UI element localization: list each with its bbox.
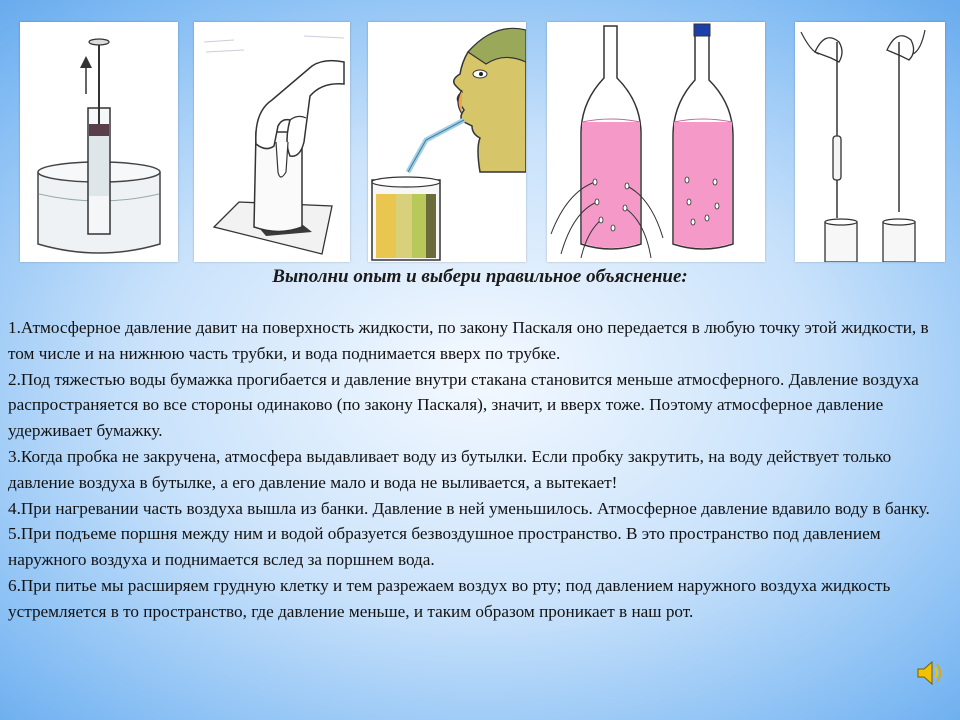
- piston-experiment-image: [20, 22, 178, 262]
- explanation-6: 6.При питье мы расширяем грудную клетку и тем разрежаем воздух во рту; под давлением наружного воздуха жидкость устремляется в то пространство, где давление меньше, и таким образом проникает в наш рот.: [8, 575, 891, 621]
- explanation-3: 3.Когда пробка не закручена, атмосфера выдавливает воду из бутылки. Если пробку закрутить, на воду действует только давление воздуха в бутылке, а его давление мало и вода не выливается, а вытекает!: [8, 446, 892, 492]
- two-bottles-drawing: [547, 22, 765, 262]
- drinking-straw-image: [368, 22, 526, 262]
- explanations-list: [8, 315, 938, 625]
- explanation-4: 4.При нагревании часть воздуха вышла из банки. Давление в ней уменьшилось. Атмосферное давление вдавило воду в банку.: [8, 498, 930, 518]
- glass-with-paper-image: [194, 22, 350, 262]
- hand-glass-paper-drawing: [194, 22, 350, 262]
- bottles-experiment-image: [547, 22, 765, 262]
- pipettes-experiment-image: [795, 22, 945, 262]
- speaker-icon[interactable]: [916, 658, 942, 688]
- pipettes-and-glasses-drawing: [795, 22, 945, 262]
- explanation-2: 2.Под тяжестью воды бумажка прогибается и давление внутри стакана становится меньше атмосферного. Давление воздуха распространяется во все стороны одинаково (по закону Паскаля), значит, и вверх тоже. Поэтому атмосферное давление удерживает бумажку.: [8, 369, 919, 441]
- drinking-through-straw-drawing: [368, 22, 526, 262]
- task-title: Выполни опыт и выбери правильное объяснение:: [272, 266, 688, 287]
- explanation-5: 5.При подъеме поршня между ним и водой образуется безвоздушное пространство. В это пространство под давлением наружного воздуха и поднимается вслед за поршнем вода.: [8, 524, 881, 570]
- explanation-1: 1.Атмосферное давление давит на поверхность жидкости, по закону Паскаля оно передается в любую точку этой жидкости, в том числе и на нижнюю часть трубки, и вода поднимается вверх по трубке.: [8, 318, 929, 363]
- piston-in-water-drawing: [20, 22, 178, 262]
